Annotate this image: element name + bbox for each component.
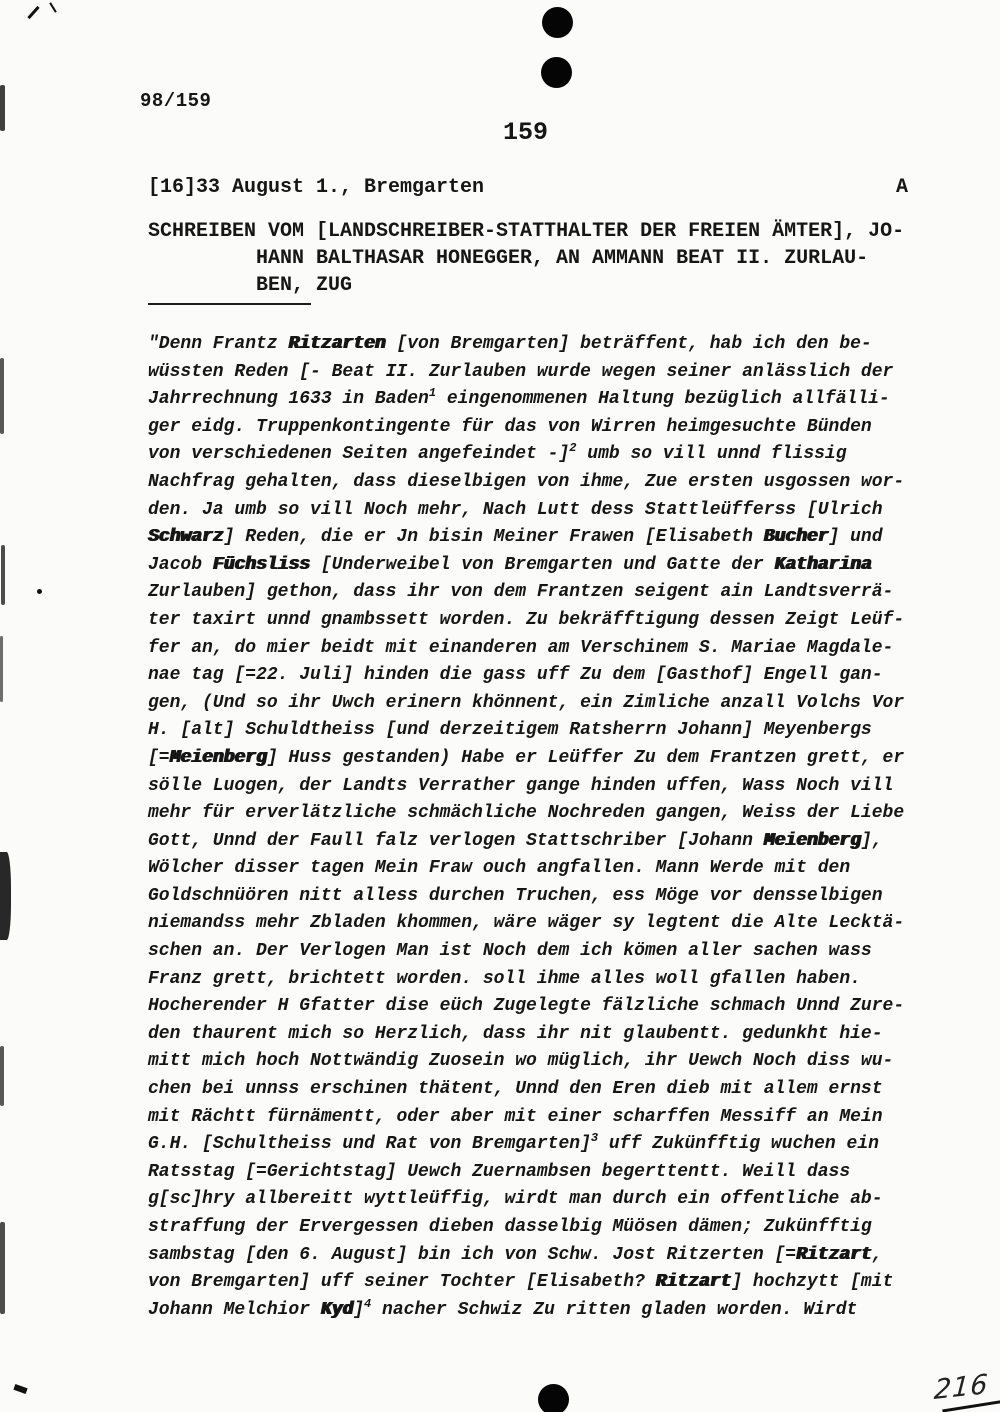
- footnote-marker: 2: [569, 441, 577, 456]
- body-line: wüssten Reden [- Beat II. Zurlauben wurde wegen seiner anlässlich der: [148, 361, 894, 382]
- body-line: niemandss mehr Zbladen khommen, wäre wäger sy legtent die Alte Lecktä-: [148, 913, 905, 934]
- heading-line: BEN, ZUG: [256, 274, 353, 297]
- scan-artifact: [0, 636, 3, 702]
- body-line: Goldschnüören nitt alless durchen Truchen, ess Möge vor densselbigen: [148, 885, 883, 906]
- body-line: G.H. [Schultheiss und Rat von Bremgarten]$^3$ uff Zukünfftig wuchen ein: [148, 1131, 879, 1155]
- body-line: gen, (Und so ihr Uwch erinern khönnent, ein Zimliche anzall Volchs Vor: [148, 692, 905, 713]
- body-line: "Denn Frantz Ritzarten [von Bremgarten] beträffent, hab ich den be-: [148, 334, 872, 354]
- footnote-marker: 1: [428, 386, 437, 401]
- footnote-marker: 4: [364, 1296, 372, 1311]
- separator-rule: [148, 303, 311, 305]
- body-line: sambstag [den 6. August] bin ich von Schw. Jost Ritzerten [=Ritzart,: [148, 1244, 883, 1265]
- body-line: Schwarz] Reden, die er Jn bisin Meiner Frawen [Elisabeth Bucher] und: [148, 527, 883, 548]
- emphasized-name: Ritzart: [655, 1272, 732, 1293]
- emphasized-name: Bucher: [763, 527, 829, 548]
- emphasized-name: Meienberg: [763, 830, 861, 851]
- scan-artifact: [37, 589, 42, 594]
- body-line: Johann Melchior Kyd]$^4$ nacher Schwiz Zu ritten gladen worden. Wirdt: [148, 1296, 858, 1320]
- scan-artifact: [1, 545, 5, 605]
- scan-artifact: [0, 1046, 4, 1106]
- body-line: Ratsstag [=Gerichtstag] Uewch Zuernambsen begerttentt. Weill dass: [148, 1161, 851, 1182]
- body-line: von Bremgarten] uff seiner Tochter [Elisabeth? Ritzart] hochzytt [mit: [148, 1272, 894, 1293]
- body-line: Nachfrag gehalten, dass dieselbigen von ihme, Zue ersten usgossen wor-: [148, 471, 905, 492]
- document-heading: [148, 218, 958, 299]
- scan-artifact: [0, 358, 4, 434]
- body-line: Franz grett, brichtett worden. soll ihme alles woll gfallen haben.: [148, 968, 861, 989]
- emphasized-name: Ritzarten: [288, 334, 386, 354]
- page-number: 159: [503, 118, 549, 147]
- heading-line: SCHREIBEN VOM [LANDSCHREIBER-STATTHALTER DER FREIEN ÄMTER], JO-: [148, 220, 905, 243]
- body-line: Wölcher disser tagen Mein Fraw ouch angfallen. Mann Werde mit den: [148, 858, 851, 879]
- body-line: fer an, do mier beidt mit einanderen am Verschinem S. Mariae Magdale-: [148, 637, 894, 658]
- body-line: straffung der Ervergessen dieben dasselbig Müösen dämen; Zukünfftig: [148, 1217, 872, 1237]
- punch-hole-top-1: [542, 7, 573, 38]
- dateline: [16]33 August 1., Bremgarten: [148, 176, 485, 199]
- body-line: Hocherender H Gfatter dise eüch Zugelegte fälzliche schmach Unnd Zure-: [148, 996, 905, 1017]
- handwritten-number: 216: [933, 1368, 990, 1407]
- scan-artifact: [49, 2, 57, 12]
- body-line: g[sc]hry allbereitt wyttleüffig, wirdt man durch ein offentliche ab-: [148, 1189, 883, 1210]
- body-line: ger eidg. Truppenkontingente für das von Wirren heimgesuchte Bünden: [148, 416, 872, 437]
- emphasized-name: Füchsliss: [212, 554, 311, 575]
- punch-hole-bottom: [538, 1384, 569, 1412]
- body-line: Zurlauben] gethon, dass ihr von dem Frantzen seigent ain Landtsverrä-: [148, 582, 894, 603]
- emphasized-name: Kyd: [320, 1299, 354, 1320]
- scan-artifact: [13, 1384, 27, 1394]
- emphasized-name: Meienberg: [169, 747, 267, 768]
- body-line: nae tag [=22. Juli] hinden die gass uff Zu dem [Gasthof] Engell gan-: [148, 665, 883, 686]
- scan-artifact: [27, 6, 39, 19]
- body-line: Jacob Füchsliss [Underweibel von Bremgarten und Gatte der Katharina: [148, 554, 872, 575]
- body-line: Gott, Unnd der Faull falz verlogen Stattschriber [Johann Meienberg],: [148, 830, 883, 851]
- body-line: ter taxirt unnd gnambssett worden. Zu bekräfftigung dessen Zeigt Leüf-: [148, 609, 905, 630]
- footnote-marker: 3: [590, 1131, 599, 1146]
- body-line: mitt mich hoch Nottwändig Zuosein wo müglich, ihr Uewch Noch diss wu-: [148, 1051, 894, 1072]
- body-line: Jahrrechnung 1633 in Baden$^1$ eingenommenen Haltung bezüglich allfälli-: [148, 386, 890, 410]
- body-line: den. Ja umb so vill Noch mehr, Nach Lutt dess Stattleüfferss [Ulrich: [148, 499, 883, 520]
- scan-artifact: [0, 1222, 5, 1314]
- document-body: [148, 331, 968, 1324]
- body-line: schen an. Der Verlogen Man ist Noch dem ich kömen aller sachen wass: [148, 941, 872, 962]
- body-line: [=Meienberg] Huss gestanden) Habe er Leüffer Zu dem Frantzen grett, er: [148, 747, 905, 768]
- punch-hole-top-2: [541, 57, 572, 88]
- archive-reference: 98/159: [140, 90, 212, 112]
- body-line: von verschiedenen Seiten angefeindet -]$^2$ umb so vill unnd flissig: [148, 441, 847, 465]
- scan-artifact: [0, 85, 5, 131]
- emphasized-name: Ritzart: [796, 1244, 872, 1265]
- dateline-row: [148, 176, 908, 199]
- body-line: sölle Luogen, der Landts Verrather gange hinden uffen, Wass Noch vill: [148, 775, 894, 796]
- heading-line: HANN BALTHASAR HONEGGER, AN AMMANN BEAT II. ZURLAU-: [256, 247, 869, 270]
- corner-letter: A: [895, 176, 908, 199]
- body-line: mehr für erverlätzliche schmächliche Nochreden gangen, Weiss der Liebe: [148, 803, 905, 824]
- body-line: den thaurent mich so Herzlich, dass ihr nit glaubentt. gedunkht hie-: [148, 1023, 883, 1044]
- body-line: H. [alt] Schuldtheiss [und derzeitigem Ratsherrn Johann] Meyenbergs: [148, 720, 872, 741]
- scan-artifact: [0, 852, 11, 940]
- emphasized-name: Schwarz: [148, 527, 224, 548]
- body-line: chen bei unnss erschinen thätent, Unnd den Eren dieb mit allem ernst: [148, 1079, 883, 1100]
- emphasized-name: Katharina: [774, 554, 872, 575]
- body-line: mit Rächtt fürnämentt, oder aber mit einer scharffen Messiff an Mein: [148, 1106, 883, 1127]
